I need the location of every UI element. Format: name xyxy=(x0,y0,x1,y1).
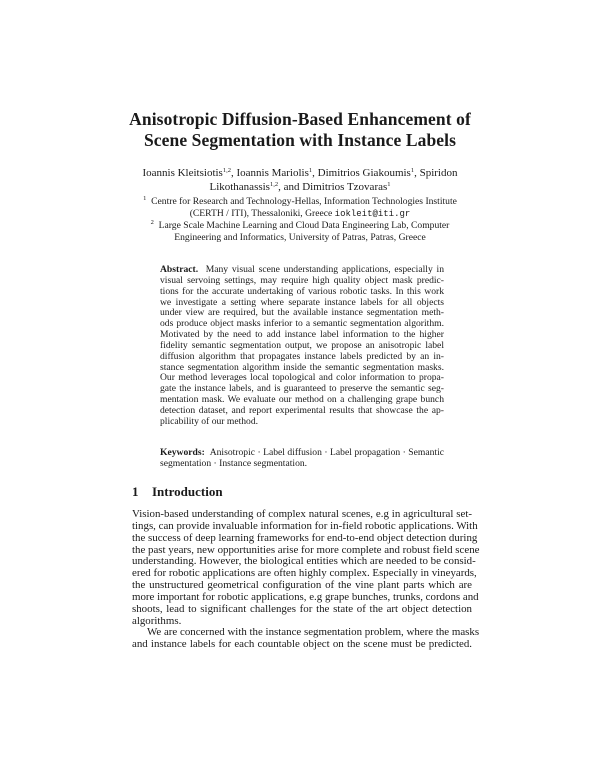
abstract-line: mentation mask. We evaluate our method on a challenging grape bunch xyxy=(160,394,444,406)
body-line: We are concerned with the instance segmentation problem, where the masks xyxy=(147,626,480,639)
abstract xyxy=(160,265,444,428)
body-line: the unstructured geometrical configuration of the vine plant parts which are xyxy=(132,579,472,592)
body-line: more important for robotic applications, e.g grape bunches, trunks, cordons and xyxy=(132,590,479,603)
affiliation-1-line: $^1$ Centre for Research and Technology-Hellas, Information Technologies Institute xyxy=(143,195,457,207)
author-name: Likothanassis xyxy=(209,181,270,193)
body-line: Vision-based understanding of complex natural scenes, e.g in agricultural set- xyxy=(132,508,472,520)
abstract-line: gate the instance labels, and is guaranteed to preserve the semantic seg- xyxy=(160,383,444,395)
author-name: Ioannis Kleitsiotis xyxy=(142,167,223,179)
section-heading xyxy=(132,484,223,500)
abstract-line: fidelity semantic segmentation output, we propose an anisotropic label xyxy=(160,339,444,351)
affiliation-number: 1 xyxy=(143,195,147,202)
abstract-line: Our method leverages local topological and color information to propa- xyxy=(160,372,444,384)
author-separator: , xyxy=(312,167,318,179)
body-text xyxy=(132,508,480,651)
author-separator: , xyxy=(230,167,237,179)
abstract-line: tions for the accurate undertaking of various robotic tasks. In this work xyxy=(160,285,444,297)
affiliation-marker: 1 xyxy=(387,181,391,188)
author-line xyxy=(110,166,490,180)
abstract-label: Abstract. xyxy=(160,264,199,275)
affiliation-number: 2 xyxy=(150,219,154,227)
abstract-line: Motivated by the need to add instance label information to the higher xyxy=(160,329,444,341)
body-line: the success of deep learning frameworks for end-to-end object detection during xyxy=(132,531,478,544)
keywords-label: Keywords: xyxy=(160,447,205,458)
abstract-line: we investigate a setting where separate instance labels for all objects xyxy=(160,296,444,308)
keywords-line: Keywords: Anisotropic · Label diffusion · Label propagation · Semantic xyxy=(160,447,444,458)
affiliation-marker: 1 xyxy=(308,167,313,174)
body-line: and instance labels for each countable object on the scene must be predicted. xyxy=(132,638,472,651)
keywords-line: segmentation · Instance segmentation. xyxy=(160,457,308,469)
section-title: Introduction xyxy=(152,484,223,499)
body-line: shoots, lead to significant challenges for the state of the art object detection xyxy=(132,602,472,615)
title-line: Anisotropic Diffusion-Based Enhancement of xyxy=(129,109,471,129)
affiliation-marker: 1,2 xyxy=(269,181,279,188)
affiliations xyxy=(110,196,490,244)
abstract-line: Abstract. Many visual scene understanding applications, especially in xyxy=(160,264,444,275)
author-name: Spiridon xyxy=(419,167,458,179)
affiliation-marker: 1,2 xyxy=(222,167,231,174)
affiliation-2-line: Engineering and Informatics, University of Patras, Patras, Greece xyxy=(174,232,426,244)
abstract-line: plicability of our method. xyxy=(160,415,259,427)
title-line: Scene Segmentation with Instance Labels xyxy=(143,130,457,150)
affiliation-marker: 1 xyxy=(410,167,415,174)
section-number: 1 xyxy=(132,484,139,499)
author-name: Dimitrios Tzovaras xyxy=(302,181,388,193)
body-line: understanding. However, the biological entities which are needed to be consid- xyxy=(132,555,476,568)
abstract-line: stance segmentation algorithm inside the semantic segmentation masks. xyxy=(160,361,444,373)
author-separator: , xyxy=(414,167,420,179)
keywords xyxy=(160,448,444,470)
abstract-line: ods produce object masks inferior to a semantic segmentation algorithm. xyxy=(160,318,444,330)
author-line xyxy=(110,180,490,194)
body-line: algorithms. xyxy=(132,614,182,627)
email-link[interactable]: iokleit@iti.gr xyxy=(334,208,411,219)
affiliation-1-line: (CERTH / ITI), Thessaloniki, Greece iokleit@iti.gr xyxy=(189,207,411,219)
paper-title xyxy=(100,109,500,151)
author-name: Ioannis Mariolis xyxy=(236,167,309,179)
body-line: ered for robotic applications are often highly complex. Especially in vineyards, xyxy=(132,567,477,580)
author-separator: , and xyxy=(278,181,303,193)
abstract-line: diffusion algorithm that propagates instance labels predicted by an in- xyxy=(160,350,444,362)
abstract-line: visual servoing settings, may require high quality object mask predic- xyxy=(160,274,444,286)
author-name: Dimitrios Giakoumis xyxy=(317,167,411,179)
abstract-line: detection dataset, and report experimental results that showcase the ap- xyxy=(160,404,444,416)
body-line: tings, can provide invaluable information for in-field robotic applications. With xyxy=(132,519,478,532)
author-list xyxy=(110,166,490,194)
body-line: the past years, new opportunities arise for more complete and robust field scene xyxy=(132,543,480,556)
affiliation-2-line: $^2$ Large Scale Machine Learning and Cloud Data Engineering Lab, Computer xyxy=(150,219,450,232)
abstract-line: under view are required, but the available instance segmentation meth- xyxy=(160,307,444,319)
